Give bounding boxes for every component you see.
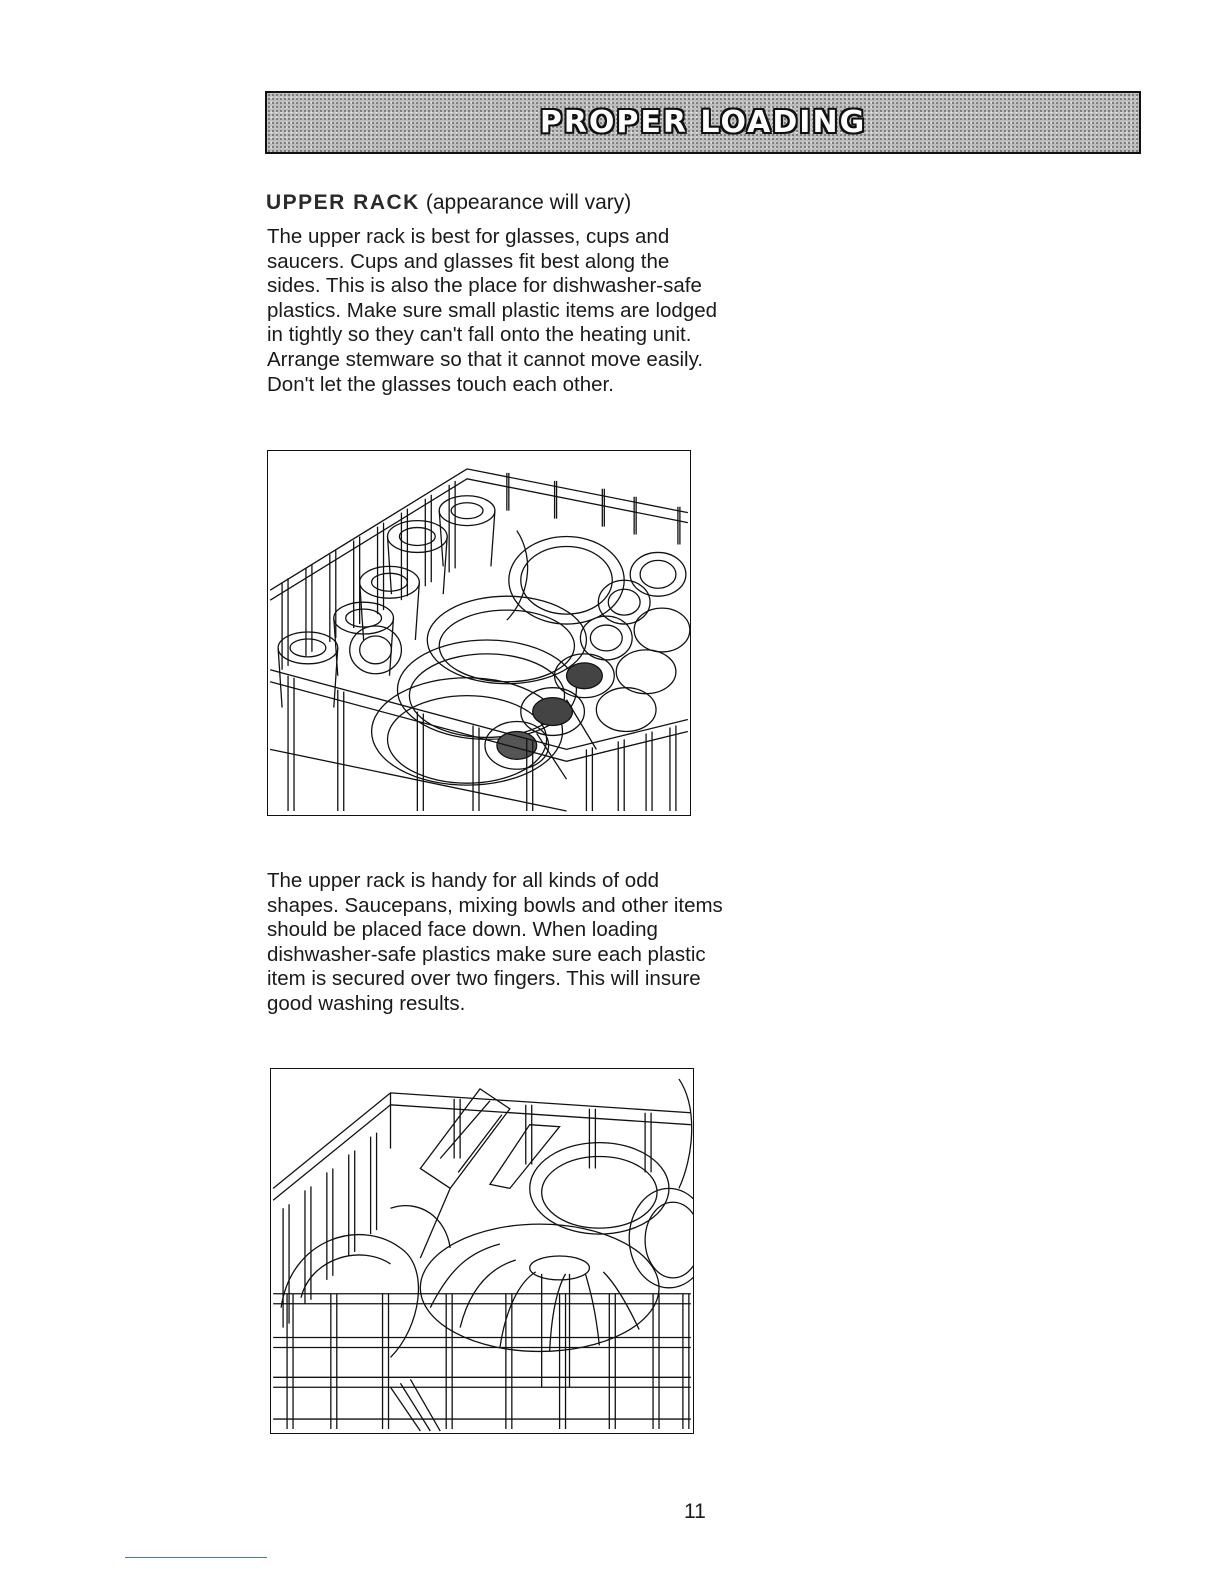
illustration-upper-rack-bowls — [270, 1068, 694, 1434]
page-number: 11 — [684, 1500, 706, 1523]
paragraph-odd-shapes: The upper rack is handy for all kinds of odd shapes. Saucepans, mixing bowls and other items should be placed face down. When loading dishwasher-safe plastics make sure each plastic item is secured over two fingers. This will insure good washing results. — [267, 869, 723, 1015]
upper-rack-title: UPPER RACK — [266, 191, 420, 214]
upper-rack-heading — [266, 188, 726, 218]
banner-title: PROPER LOADING — [539, 105, 867, 140]
upper-rack-note: (appearance will vary) — [425, 191, 632, 214]
section-banner — [265, 91, 1141, 154]
illustration-upper-rack-glasses — [267, 450, 691, 816]
footer-rule — [125, 1557, 267, 1558]
paragraph-glasses-cups: The upper rack is best for glasses, cups and saucers. Cups and glasses fit best along the sides. This is also the place for dishwasher-safe plastics. Make sure small plastic items are lodged in tightly so they can't fall onto the heating unit. Arrange stemware so that it cannot move easily. Don't let the glasses touch each other. — [267, 225, 718, 396]
